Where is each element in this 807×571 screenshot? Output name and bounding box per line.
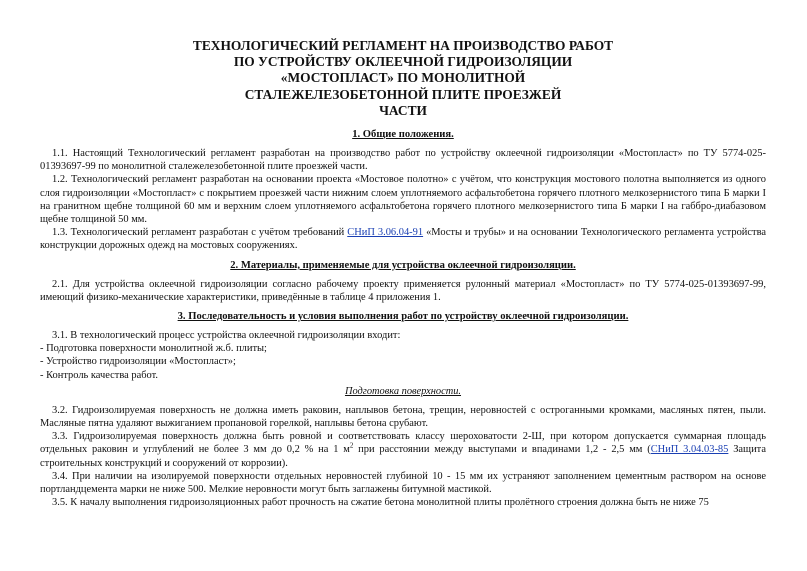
superscript: 2 [349, 441, 354, 450]
section-heading-sequence: 3. Последовательность и условия выполнения работ по устройству оклеечной гидроизоляции. [177, 311, 629, 323]
snip-link-3-06-04-91[interactable]: СНиП 3.06.04-91 [347, 227, 424, 239]
paragraph-1-1: 1.1. Настоящий Технологический регламент разработан на производство работ по устройству оклеечной гидроизоляции «Мостопласт» по ТУ 5774-025-01393697-99 по монолитной сталежелезобетонной плите проезжей части. [40, 148, 766, 173]
section-general [40, 147, 766, 253]
text-span: 3.3. Гидроизолируемая поверхность должна быть ровной и соответствовать классу шероховатости 2-Ш, при котором допускается суммарная площадь отдельных раковин и углублений не более 3 мм до 0,2 % на 1 м [40, 431, 766, 456]
list-item: - Подготовка поверхности монолитной ж.б. плиты; [40, 343, 267, 355]
paragraph-1-3 [40, 226, 766, 252]
text-span: Защита строительных конструкций и сооружений от коррозии). [40, 444, 766, 469]
paragraph-3-4: 3.4. При наличии на изолируемой поверхности отдельных неровностей глубиной 10 - 15 мм их устраняют заполнением цементным раствором на основе портландцемента марки не ниже 500. Мелкие неровности могут быть заглажены битумной мастикой. [40, 470, 766, 496]
section-heading-general: 1. Общие положения. [352, 129, 454, 141]
document-title [40, 38, 766, 119]
document-page [40, 38, 766, 509]
list-item: - Устройство гидроизоляции «Мостопласт»; [40, 356, 236, 368]
snip-link-3-04-03-85[interactable]: СНиП 3.04.03-85 [650, 444, 729, 456]
text-span: при расстоянии между выступами и впадинами 1,2 - 2,5 мм ( [353, 444, 651, 456]
text-span: 1.3. Технологический регламент разработан с учётом требований [52, 227, 348, 239]
paragraph-3-1: 3.1. В технологический процесс устройства оклеечной гидроизоляции входит: [52, 330, 401, 342]
paragraph-2-1: 2.1. Для устройства оклеечной гидроизоляции согласно рабочему проекту применяется рулонный материал «Мостопласт» по ТУ 5774-025-01393697-99, имеющий физико-механические характеристики, приведённые в таблице 4 приложения 1. [40, 278, 766, 303]
section-sequence [40, 329, 766, 509]
title-line: ТЕХНОЛОГИЧЕСКИЙ РЕГЛАМЕНТ НА ПРОИЗВОДСТВО РАБОТ [192, 38, 614, 53]
paragraph-1-2: 1.2. Технологический регламент разработан на основании проекта «Мостовое полотно» с учётом, что конструкция мостового полотна выполняется из одного слоя гидроизоляции «Мостопласт» с покрытием проезжей части нижним слоем уплотняемого асфальтобетона горячего плотного мелкозернистого типа Б марки I на гранитном щебне толщиной 60 мм и верхним слоем уплотняемого асфальтобетона горячего плотного мелкозернистого типа Б марки I на габбро-диабазовом щебне толщиной 50 мм. [40, 174, 766, 226]
paragraph-3-5: 3.5. К началу выполнения гидроизоляционных работ прочность на сжатие бетона монолитной плиты пролётного строения должна быть не ниже 75 [52, 497, 709, 509]
title-line: ПО УСТРОЙСТВУ ОКЛЕЕЧНОЙ ГИДРОИЗОЛЯЦИИ [233, 54, 573, 70]
title-line: ЧАСТИ [379, 102, 427, 118]
paragraph-3-2: 3.2. Гидроизолируемая поверхность не должна иметь раковин, наплывов бетона, трещин, неровностей с остроганными кромками, масляных пятен, пыли. Масляные пятна удаляют выжиганием пропановой горелкой, наплывы бетона срубают. [40, 404, 766, 430]
text-span: «Мосты и трубы» и на основании Технологического регламента устройства конструкции дорожных одежд на мостовых сооружениях. [40, 227, 767, 252]
section-heading-materials: 2. Материалы, применяемые для устройства оклеечной гидроизоляции. [230, 259, 576, 271]
title-line: СТАЛЕЖЕЛЕЗОБЕТОННОЙ ПЛИТЕ ПРОЕЗЖЕЙ [244, 86, 562, 102]
paragraph-3-3 [40, 430, 766, 470]
list-item: - Контроль качества работ. [40, 369, 159, 381]
title-line: «МОСТОПЛАСТ» ПО МОНОЛИТНОЙ [280, 70, 526, 86]
subsection-heading-surface-prep: Подготовка поверхности. [344, 385, 462, 397]
section-materials [40, 278, 766, 304]
